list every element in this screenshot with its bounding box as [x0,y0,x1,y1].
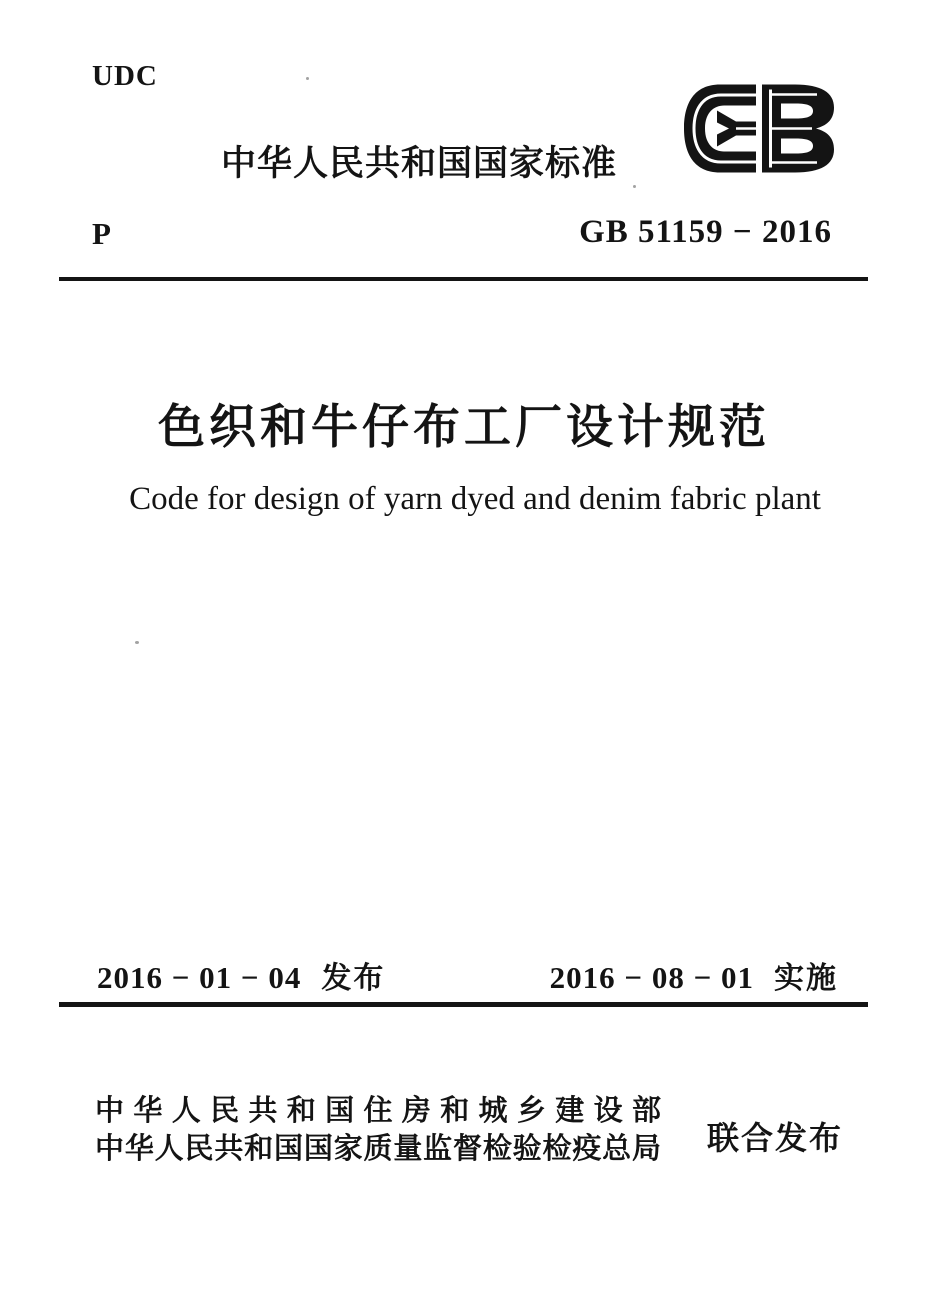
issuer-line-aqsiq: 中华人民共和国国家质量监督检验检疫总局 [95,1133,661,1165]
gb-standard-logo-icon [684,84,834,173]
implementation-date: 2016 − 08 − 01 [549,960,754,995]
implementation-label: 实施 [774,962,838,995]
issue-label: 发布 [321,962,386,995]
title-chinese: 色织和牛仔布工厂设计规范 [158,402,770,454]
scan-speck [633,185,636,188]
scan-speck [306,77,309,80]
implementation-date-block [550,953,838,997]
issuer-line-mohurd: 中华人民共和国住房和城乡建设部 [95,1095,661,1127]
udc-label: UDC [92,60,158,92]
scan-speck [135,641,139,644]
top-divider-rule [59,277,868,281]
bottom-divider-rule [59,1002,868,1007]
issue-date-block [97,953,385,997]
joint-publish-label: 联合发布 [707,1120,844,1156]
issuing-authorities [95,1092,661,1168]
category-code-label: P [92,216,111,251]
title-english: Code for design of yarn dyed and denim fabric plant [129,481,821,517]
standard-number: GB 51159 − 2016 [579,214,832,250]
issue-date: 2016 − 01 − 04 [97,960,302,995]
national-standard-header: 中华人民共和国国家标准 [221,144,618,183]
